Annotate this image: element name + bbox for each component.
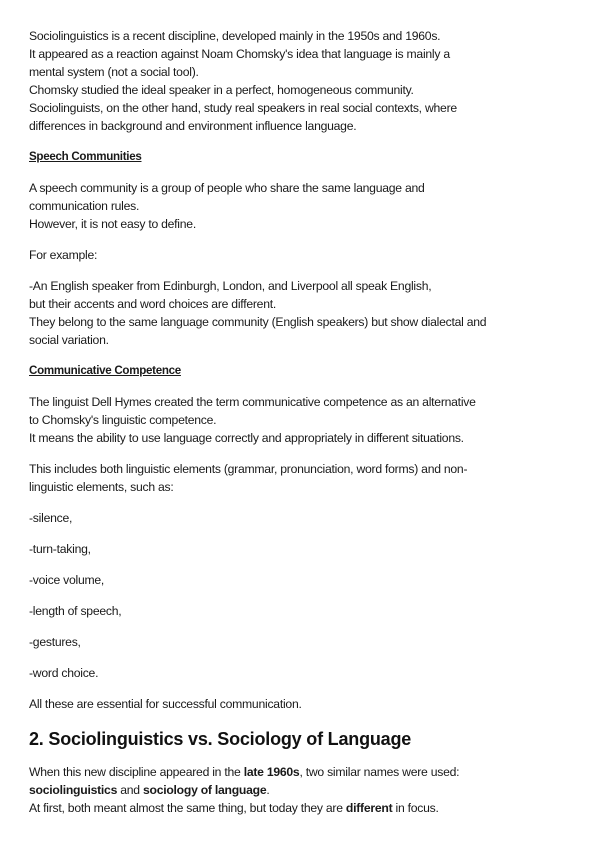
example-paragraph: [29, 277, 574, 349]
intro-line: Sociolinguistics is a recent discipline, developed mainly in the 1950s and 1960s.: [29, 29, 441, 43]
section-2-paragraph: [29, 763, 574, 817]
bold-text: sociolinguistics: [29, 783, 118, 797]
list-item: -silence,: [29, 511, 73, 525]
speech-communities-heading: Speech Communities: [29, 150, 142, 163]
text-line: [29, 763, 574, 781]
text-run: in focus.: [392, 801, 439, 815]
text-run: When this new discipline appeared in the: [29, 765, 244, 779]
text-line: A speech community is a group of people who share the same language and: [29, 181, 425, 195]
text-run: , two similar names were used:: [299, 765, 460, 779]
text-line: [29, 799, 574, 817]
text-line: [29, 781, 574, 799]
bold-text: sociology of language: [142, 783, 267, 797]
closing-sentence: All these are essential for successful communication.: [29, 697, 302, 711]
bold-text: different: [345, 801, 393, 815]
elements-paragraph: [29, 460, 574, 496]
text-line: They belong to the same language community (English speakers) but show dialectal and: [29, 315, 487, 329]
text-line: social variation.: [29, 333, 109, 347]
intro-line: mental system (not a social tool).: [29, 65, 199, 79]
text-run: .: [266, 783, 270, 797]
list-item: -gestures,: [29, 635, 81, 649]
text-run: At first, both meant almost the same thing, but today they are: [29, 801, 346, 815]
section-2-heading: 2. Sociolinguistics vs. Sociology of Language: [29, 729, 412, 749]
text-line: to Chomsky's linguistic competence.: [29, 413, 217, 427]
intro-line: It appeared as a reaction against Noam Chomsky's idea that language is mainly a: [29, 47, 450, 61]
text-line: linguistic elements, such as:: [29, 480, 174, 494]
list-item: -word choice.: [29, 666, 99, 680]
intro-line: differences in background and environment influence language.: [29, 119, 357, 133]
list-item: -voice volume,: [29, 573, 105, 587]
text-line: communication rules.: [29, 199, 140, 213]
intro-line: Sociolinguists, on the other hand, study real speakers in real social contexts, where: [29, 101, 457, 115]
text-line: The linguist Dell Hymes created the term communicative competence as an alternative: [29, 395, 476, 409]
text-line: -An English speaker from Edinburgh, London, and Liverpool all speak English,: [29, 279, 432, 293]
intro-line: Chomsky studied the ideal speaker in a perfect, homogeneous community.: [29, 83, 414, 97]
speech-community-definition: [29, 179, 574, 233]
text-line: It means the ability to use language correctly and appropriately in different situations.: [29, 431, 464, 445]
hymes-paragraph: [29, 393, 574, 447]
communicative-competence-heading: Communicative Competence: [29, 364, 181, 377]
text-run: and: [117, 783, 143, 797]
list-item: -length of speech,: [29, 604, 122, 618]
text-line: but their accents and word choices are different.: [29, 297, 276, 311]
example-label: For example:: [29, 248, 98, 262]
text-line: However, it is not easy to define.: [29, 217, 196, 231]
document-page: [29, 27, 574, 817]
list-item: -turn-taking,: [29, 542, 91, 556]
intro-paragraph: [29, 27, 574, 135]
text-line: This includes both linguistic elements (grammar, pronunciation, word forms) and non-: [29, 462, 468, 476]
bold-text: late 1960s: [243, 765, 300, 779]
